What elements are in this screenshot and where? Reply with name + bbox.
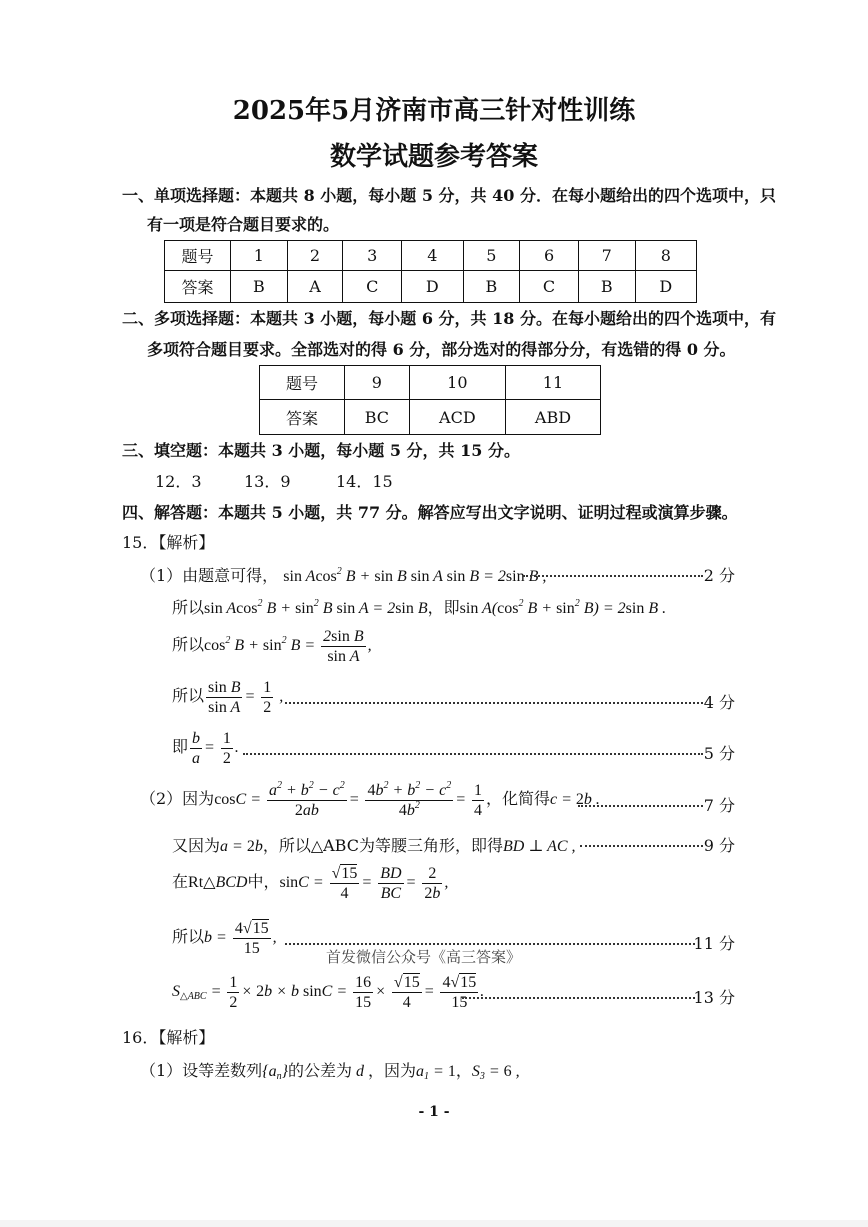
table-cell: BC [345, 400, 410, 435]
formula: $\frac{\text{sin B}}{\text{sin A}}$ = $\frac{1}{2}$ , [208, 679, 284, 716]
dot-leader [243, 753, 703, 755]
section2-line2: 多项符合题目要求。全部选对的得 6 分，部分选对的得部分分，有选错的得 0 分。 [147, 340, 736, 359]
table-cell: ACD [409, 400, 505, 435]
single-choice-table [164, 240, 697, 303]
table-cell: 11 [505, 366, 600, 400]
table-cell: 6 [520, 241, 579, 271]
section4-line1: 四、解答题：本题共 5 小题，共 77 分。解答应写出文字说明、证明过程或演算步骤。 [122, 503, 738, 522]
formula: cosC = $\frac{a^2 + b^2 - c^2}{2ab}$ = $\frac{4b^2 + b^2 - c^2}{4b^2}$ = $\frac{1}{4}$ [214, 780, 482, 819]
page-number: - 1 - [418, 1104, 450, 1120]
dot-leader [285, 702, 703, 704]
table-cell: B [463, 271, 520, 303]
q15-step3 [172, 627, 372, 666]
q15-step2: 所以sin Acos$^2$ $B + \sin^2 B$ sin A = 2sin B，即$\sin A(\cos^2$ $B + \sin^2 B) = 2\sin$ B . [172, 598, 667, 617]
q15-step5 [172, 729, 239, 768]
table-header-cell: 答案 [260, 400, 345, 435]
table-cell: D [402, 271, 463, 303]
q15-heading: 15．【解析】 [122, 533, 215, 552]
dot-leader [523, 575, 703, 577]
formula: b = $\frac{4√15}{15}$ , [204, 920, 277, 957]
dot-leader [578, 805, 703, 807]
table-cell: C [343, 271, 402, 303]
dot-leader [580, 845, 703, 847]
formula: $S_3 = 6$ , [471, 1063, 520, 1082]
table-cell: 7 [578, 241, 635, 271]
formula: $a_1 = 1$ [416, 1063, 456, 1082]
score-label: 9 分 [703, 836, 735, 855]
suoyi-text: 所以 [172, 686, 205, 706]
q16-part1-label: （1）设等差数列 [140, 1061, 263, 1080]
formula: sinC = $\frac{√15}{4}$ = $\frac{BD}{BC}$ = $\frac{2}{2b}$ , [279, 865, 449, 902]
table-header-cell: 答案 [165, 271, 231, 303]
formula: $\frac{b}{a}$ = $\frac{1}{2}$ . [192, 730, 239, 767]
formula: $\sin A(\cos^2$ $B + \sin^2 B) = 2\sin$ B . [459, 598, 667, 617]
page-bottom-edge [0, 1220, 868, 1227]
q15-step7 [172, 833, 576, 856]
section1-line2: 有一项是符合题目要求的。 [147, 215, 340, 234]
table-cell: 3 [343, 241, 402, 271]
formula: a = 2b [220, 838, 263, 855]
formula: $\cos^2 B + \sin^2 B$ = $\frac{\text{2sin B}}{\text{sin A}}$ , [204, 628, 372, 665]
simplify-text: ，化简得 [485, 789, 550, 809]
table-cell: 4 [402, 241, 463, 271]
score-label: 5 分 [703, 744, 735, 763]
q15-step6 [140, 781, 600, 820]
formula: BD ⊥ AC , [502, 838, 576, 855]
zhong-text: 中， [247, 872, 280, 892]
score-label: 7 分 [703, 796, 735, 815]
answer-13: 13．9 [244, 472, 291, 491]
ji-text: 即 [172, 737, 189, 757]
formula: c = 2b . [550, 791, 600, 809]
q16-heading: 16．【解析】 [122, 1028, 215, 1047]
score-label: 13 分 [693, 988, 735, 1007]
score-label: 2 分 [703, 566, 735, 585]
table-cell: 1 [231, 241, 288, 271]
score-label: 4 分 [703, 693, 735, 712]
score-label: 11 分 [693, 934, 735, 953]
table-cell: 2 [287, 241, 343, 271]
section2-line1: 二、多项选择题：本题共 3 小题，每小题 6 分，共 18 分。在每小题给出的四个选项中，有 [122, 309, 776, 328]
formula: $\{a_n\}$ [262, 1063, 288, 1082]
suoyi-text: 所以 [172, 635, 205, 655]
table-header-cell: 题号 [165, 241, 231, 271]
table-cell: 8 [635, 241, 696, 271]
part2-label: （2）因为 [140, 789, 215, 809]
formula: Rt△BCD [188, 874, 248, 892]
dot-leader [285, 943, 695, 945]
table-header-cell: 题号 [260, 366, 345, 400]
table-cell: 9 [345, 366, 410, 400]
gongcha-text: 的公差为 [288, 1061, 353, 1080]
dot-leader [462, 997, 695, 999]
answer-12: 12．3 [155, 472, 202, 491]
table-cell: A [287, 271, 343, 303]
page-subtitle: 数学试题参考答案 [329, 142, 538, 172]
suoyi-text: 所以 [172, 598, 205, 617]
q15-step9 [172, 919, 277, 958]
section3-line1: 三、填空题：本题共 3 小题，每小题 5 分，共 15 分。 [122, 441, 520, 460]
multiple-choice-table [259, 365, 601, 435]
zai-text: 在 [172, 872, 189, 892]
table-cell: C [520, 271, 579, 303]
formula: d [352, 1063, 369, 1080]
q15-step10 [172, 973, 484, 1012]
suoyi-text: 所以 [172, 927, 205, 947]
q16-step1: （1）设等差数列$\{a_n\}$的公差为 d ，因为$a_1 = 1$，$S_3 = 6$ , [140, 1061, 520, 1082]
isosceles-text: ，所以△ABC为等腰三角形，即得 [262, 836, 503, 855]
watermark-text: 首发微信公众号《高三答案》 [326, 948, 522, 966]
q15-step8 [172, 864, 448, 903]
youyinwei-text: 又因为 [172, 836, 221, 855]
q15-step4 [172, 678, 283, 717]
yinwei-text: ，因为 [368, 1061, 417, 1080]
table-cell: ABD [505, 400, 600, 435]
answer-14: 14．15 [336, 472, 393, 491]
q15-part1-label: （1）由题意可得， [140, 566, 279, 585]
table-cell: B [231, 271, 288, 303]
table-cell: 5 [463, 241, 520, 271]
table-cell: B [578, 271, 635, 303]
table-cell: 10 [409, 366, 505, 400]
section1-line1: 一、单项选择题：本题共 8 小题，每小题 5 分，共 40 分．在每小题给出的四个选项中，只 [122, 186, 776, 205]
formula: sin Acos$^2$ B + sin B sin A sin B = 2sin B , [283, 566, 547, 585]
formula: sin Acos$^2$ $B + \sin^2 B$ sin A = 2sin B [204, 598, 428, 617]
table-cell: D [635, 271, 696, 303]
page-title: 2025年5月济南市高三针对性训练 [232, 96, 636, 126]
formula: $S_{\triangle ABC}$ = $\frac{1}{2}$ × 2b × b sinC = $\frac{16}{15}$ × $\frac{√15}{4}$ = $\frac{4√15}{15}$ . [172, 974, 485, 1011]
q15-step1 [140, 563, 546, 586]
